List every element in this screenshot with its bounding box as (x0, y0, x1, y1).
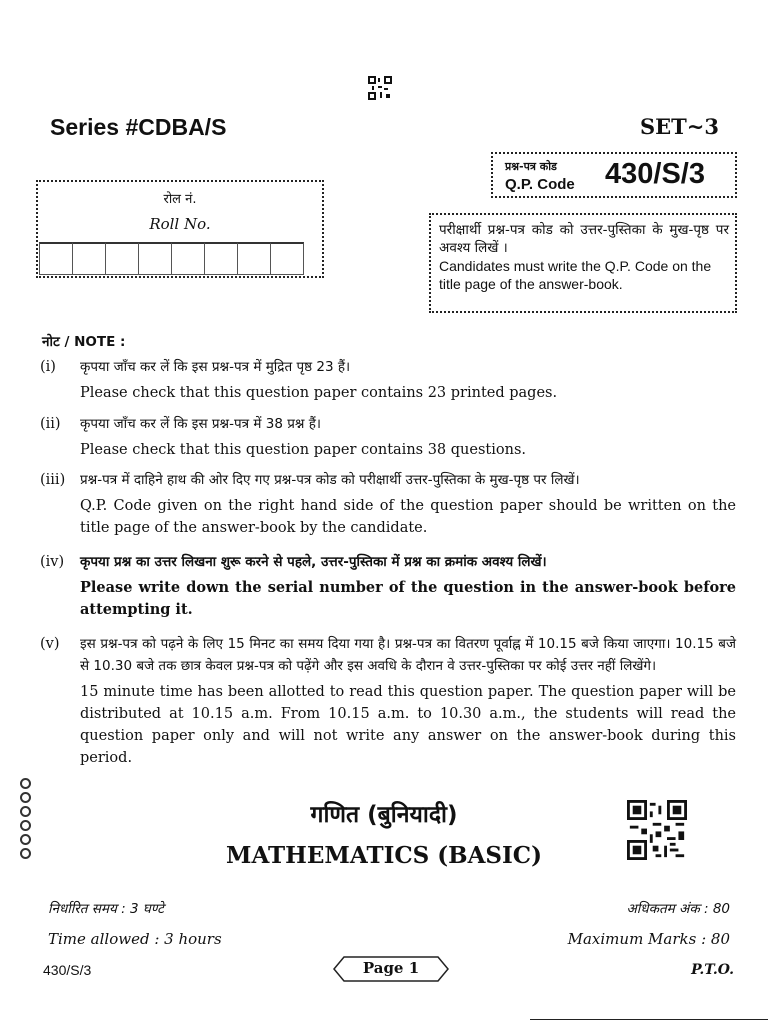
roll-cell (237, 242, 271, 275)
note-item-number: (i) (40, 359, 56, 375)
note-item-english: Please check that this question paper contains 38 questions. (80, 442, 526, 458)
subject-title-hindi: गणित (बुनियादी) (310, 802, 458, 828)
note-heading: नोट / NOTE : (42, 334, 126, 350)
qp-code-box (491, 152, 737, 198)
page-number: Page 1 (362, 959, 420, 977)
note-item (40, 356, 736, 408)
instruction-hindi: परीक्षार्थी प्रश्न-पत्र कोड को उत्तर-पुस्तिका के मुख-पृष्ठ पर अवश्य लिखें । (439, 222, 729, 256)
roll-label-hindi: रोल नं. (163, 192, 197, 207)
note-item-english: Please write down the serial number of the question in the answer-book before attempting it. (80, 579, 736, 618)
note-item-hindi: कृपया जाँच कर लें कि इस प्रश्न-पत्र में 38 प्रश्न हैं। (80, 416, 322, 432)
note-item-number: (iii) (40, 472, 66, 488)
note-item-hindi: इस प्रश्न-पत्र को पढ़ने के लिए 15 मिनट का समय दिया गया है। प्रश्न-पत्र का वितरण पूर्वाह्न में 10.15 बजे किया जाएगा। 10.15 बजे से 10.30 बजे तक छात्र केवल प्रश्न-पत्र को पढ़ेंगे और इस अवधि के दौरान वे उत्तर-पुस्तिका पर कोई उत्तर नहीं लिखेंगे। (80, 636, 736, 674)
note-item-hindi: प्रश्न-पत्र में दाहिने हाथ की ओर दिए गए प्रश्न-पत्र कोड को परीक्षार्थी उत्तर-पुस्तिका के मुख-पृष्ठ पर लिखें। (80, 472, 580, 488)
qr-code-icon (368, 76, 392, 100)
instruction-english: Candidates must write the Q.P. Code on the title page of the answer-book. (439, 258, 712, 292)
roll-label-english: Roll No. (149, 215, 211, 233)
footer-code: 430/S/3 (43, 962, 92, 978)
page-number-tag (332, 955, 450, 983)
divider (530, 1019, 768, 1020)
note-item-english: Please check that this question paper contains 23 printed pages. (80, 385, 558, 401)
note-item-english: Q.P. Code given on the right hand side of the question paper should be written on the title page of the answer-book by the candidate. (80, 498, 736, 536)
note-item (40, 551, 736, 625)
subject-title-english: MATHEMATICS (BASIC) (226, 842, 542, 869)
set-label: SET~3 (640, 114, 720, 139)
roll-cell (105, 242, 139, 275)
note-item-number: (iv) (40, 554, 65, 570)
note-item-number: (v) (40, 636, 60, 652)
roll-number-cells (40, 242, 304, 275)
roll-cell (171, 242, 205, 275)
roll-cell (204, 242, 238, 275)
max-marks-english: Maximum Marks : 80 (567, 930, 730, 948)
note-item (40, 469, 736, 543)
pto-label: P.T.O. (691, 962, 734, 978)
roll-cell (138, 242, 172, 275)
max-marks-hindi: अधिकतम अंक : 80 (626, 901, 730, 917)
note-item-hindi: कृपया प्रश्न का उत्तर लिखना शुरू करने से पहले, उत्तर-पुस्तिका में प्रश्न का क्रमांक अवश्य लिखें। (80, 554, 547, 570)
time-allowed-hindi: निर्धारित समय : 3 घण्टे (48, 901, 164, 917)
qp-code-value: 430/S/3 (605, 158, 705, 190)
roll-cell (39, 242, 73, 275)
qp-code-label-english: Q.P. Code (505, 176, 575, 193)
note-item-english: 15 minute time has been allotted to read this question paper. The question paper will be distributed at 10.15 a.m. From 10.15 a.m. to 10.30 a.m., the students will read the question paper only and will not write any answer on the answer-book during this period. (80, 684, 736, 766)
series-label: Series #CDBA/S (50, 114, 227, 140)
note-item-number: (ii) (40, 416, 61, 432)
note-item (40, 413, 736, 465)
instruction-box (429, 213, 737, 313)
qr-code-icon (626, 800, 688, 860)
note-item (40, 633, 736, 773)
note-item-hindi: कृपया जाँच कर लें कि इस प्रश्न-पत्र में मुद्रित पृष्ठ 23 हैं। (80, 359, 351, 375)
time-allowed-english: Time allowed : 3 hours (48, 930, 222, 948)
roll-number-box (36, 180, 324, 278)
qp-code-label-hindi: प्रश्न-पत्र कोड (505, 160, 557, 173)
roll-cell (270, 242, 304, 275)
roll-cell (72, 242, 106, 275)
